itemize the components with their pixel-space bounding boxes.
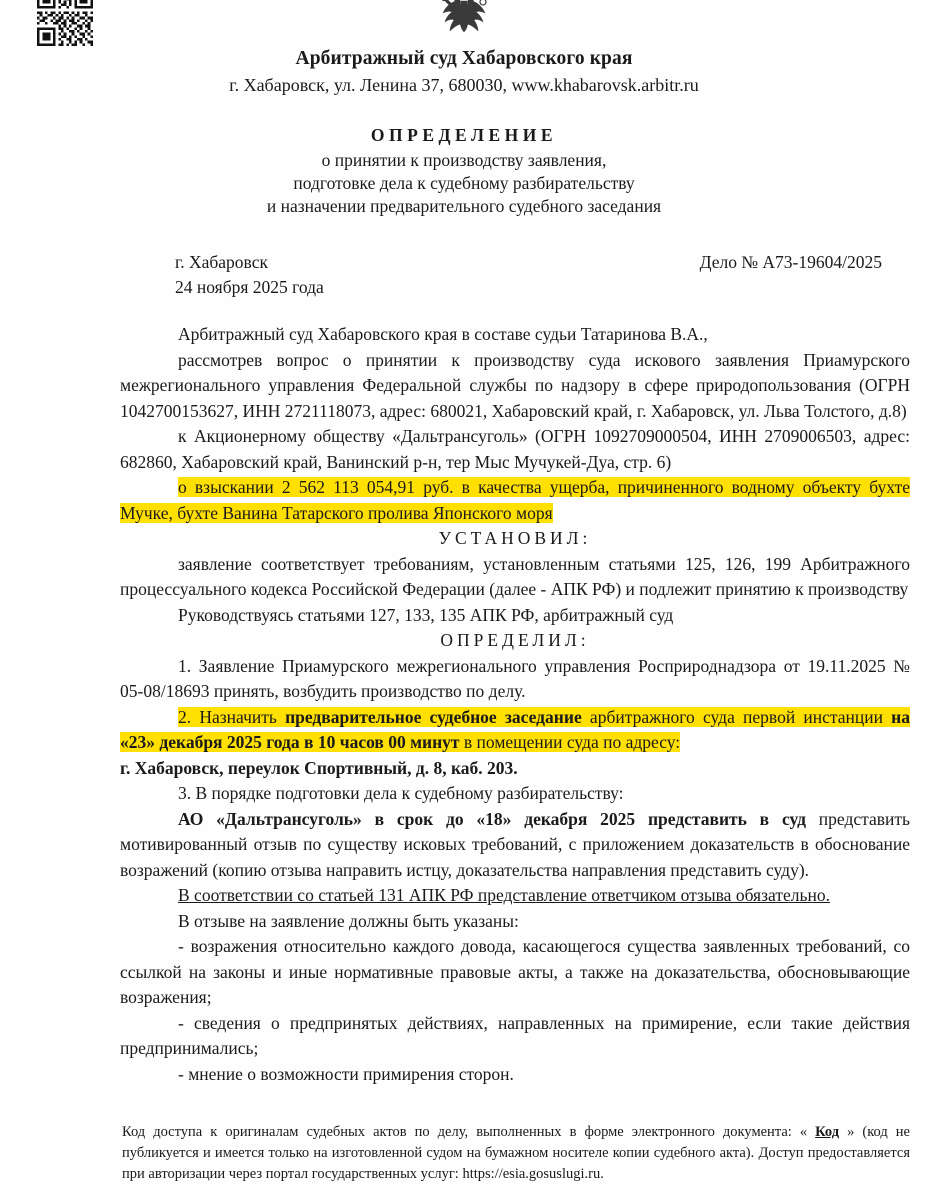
footer-code-link[interactable]: Код bbox=[815, 1124, 840, 1140]
document-header bbox=[0, 0, 928, 110]
list-item: - возражения относительно каждого довода, касающегося существа заявленных требований, со ссылкой на законы и иные нормативные правовые акты, а также на доказательства, обосновывающие возражения; bbox=[120, 936, 910, 1007]
item2-part-c: арбитражного суда первой инстанции bbox=[581, 706, 892, 727]
ruling-item-3: 3. В порядке подготовки дела к судебному разбирательству: bbox=[178, 783, 624, 803]
item2-part-a: 2. Назначить bbox=[178, 706, 286, 727]
coat-of-arms-icon bbox=[432, 0, 496, 48]
title-subline-3: и назначении предварительного судебного заседания bbox=[266, 196, 662, 216]
hearing-address: г. Хабаровск, переулок Спортивный, д. 8, каб. 203. bbox=[120, 757, 518, 778]
highlight-claim-amount: о взыскании 2 562 113 054,91 руб. в качества ущерба, причиненного водному объекту бухте Мучке, бухте Ванина Татарского пролива Японского моря bbox=[120, 477, 910, 523]
list-item: - сведения о предпринятых действиях, направленных на примирение, если такие действия предпринимались; bbox=[120, 1012, 910, 1058]
article-131-underlined: В соответствии со статьей 131 АПК РФ представление ответчиком отзыва обязательно. bbox=[178, 885, 830, 905]
list-item: - мнение о возможности примирения сторон. bbox=[178, 1063, 514, 1084]
paragraph-defendant-duty bbox=[120, 807, 910, 884]
defendant-duty-rest: представить мотивированный отзыв по существу исковых требований, с приложением доказательств в обоснование возражений (копию отзыва направить истцу, доказательства направления представить суду). bbox=[120, 808, 910, 880]
defendant-deadline-bold: АО «Дальтрансуголь» в срок до «18» декабря 2025 представить в суд bbox=[178, 808, 806, 829]
document-meta bbox=[175, 250, 900, 300]
item2-part-e: в помещении суда по адресу: bbox=[459, 732, 681, 752]
document-title-block bbox=[0, 124, 928, 218]
document-date: 24 ноября 2025 года bbox=[175, 277, 324, 297]
footer-part-1: Код доступа к оригиналам судебных актов по делу, выполненных в форме электронного документа: « bbox=[122, 1124, 816, 1140]
footer-access-code-note bbox=[122, 1122, 910, 1185]
item2-part-b: предварительное судебное заседание bbox=[285, 706, 582, 727]
title-subline-2: подготовке дела к судебному разбирательству bbox=[293, 173, 635, 193]
court-address: г. Хабаровск, ул. Ленина 37, 680030, www.khabarovsk.arbitr.ru bbox=[229, 75, 699, 95]
paragraph-composition: Арбитражный суд Хабаровского края в составе судьи Татаринова В.А., bbox=[178, 324, 708, 344]
qr-code-icon bbox=[37, 0, 93, 46]
footer-part-2: » (код не публикуется и имеется только на изготовленной судом на бумажном носителе копии судебного акта). Доступ предоставляется при авторизации через портал государственных услуг: https://esia.gosuslugi.ru. bbox=[122, 1124, 910, 1182]
ruling-item-2 bbox=[120, 705, 910, 756]
paragraph-article-131 bbox=[120, 883, 910, 909]
paragraph-claimant: рассмотрев вопрос о принятии к производству суда искового заявления Приамурского межрегионального управления Федеральной службы по надзору в сфере природопользования (ОГРН 1042700153627, ИНН 2721118073, адрес: 680021, Хабаровский край, г. Хабаровск, ул. Льва Толстого, д.8) bbox=[120, 349, 910, 421]
paragraph-response-intro: В отзыве на заявление должны быть указаны: bbox=[178, 910, 519, 931]
page-title: ОПРЕДЕЛЕНИЕ bbox=[370, 125, 558, 145]
ruling-item-1: 1. Заявление Приамурского межрегионального управления Росприроднадзора от 19.11.2025 № 05-08/18693 принять, возбудить производство по делу. bbox=[120, 655, 910, 701]
city-label: г. Хабаровск bbox=[175, 252, 268, 272]
heading-opredelil: ОПРЕДЕЛИЛ: bbox=[440, 630, 590, 650]
highlight-hearing-appointment bbox=[120, 707, 910, 753]
court-name: Арбитражный суд Хабаровского края bbox=[295, 48, 633, 69]
paragraph-guided-by: Руководствуясь статьями 127, 133, 135 АПК РФ, арбитражный суд bbox=[178, 604, 674, 625]
item2-part-d: на «23» декабря 2025 года в 10 часов 00 минут bbox=[120, 706, 911, 752]
title-subline-1: о принятии к производству заявления, bbox=[321, 150, 607, 170]
paragraph-claim-amount bbox=[120, 475, 910, 526]
document-body bbox=[120, 322, 910, 1087]
paragraph-defendant: к Акционерному обществу «Дальтрансуголь» (ОГРН 1092709000504, ИНН 2709006503, адрес: 682860, Хабаровский край, Ванинский р-н, тер Мыс Мучукей-Дуа, стр. 6) bbox=[120, 426, 910, 472]
heading-ustanovil: УСТАНОВИЛ: bbox=[438, 528, 592, 548]
document-footer bbox=[122, 1122, 910, 1185]
paragraph-compliance: заявление соответствует требованиям, установленным статьями 125, 126, 199 Арбитражного процессуального кодекса Российской Федерации (далее - АПК РФ) и подлежит принятию к производству bbox=[120, 553, 910, 599]
case-number: Дело № А73-19604/2025 bbox=[699, 252, 882, 272]
